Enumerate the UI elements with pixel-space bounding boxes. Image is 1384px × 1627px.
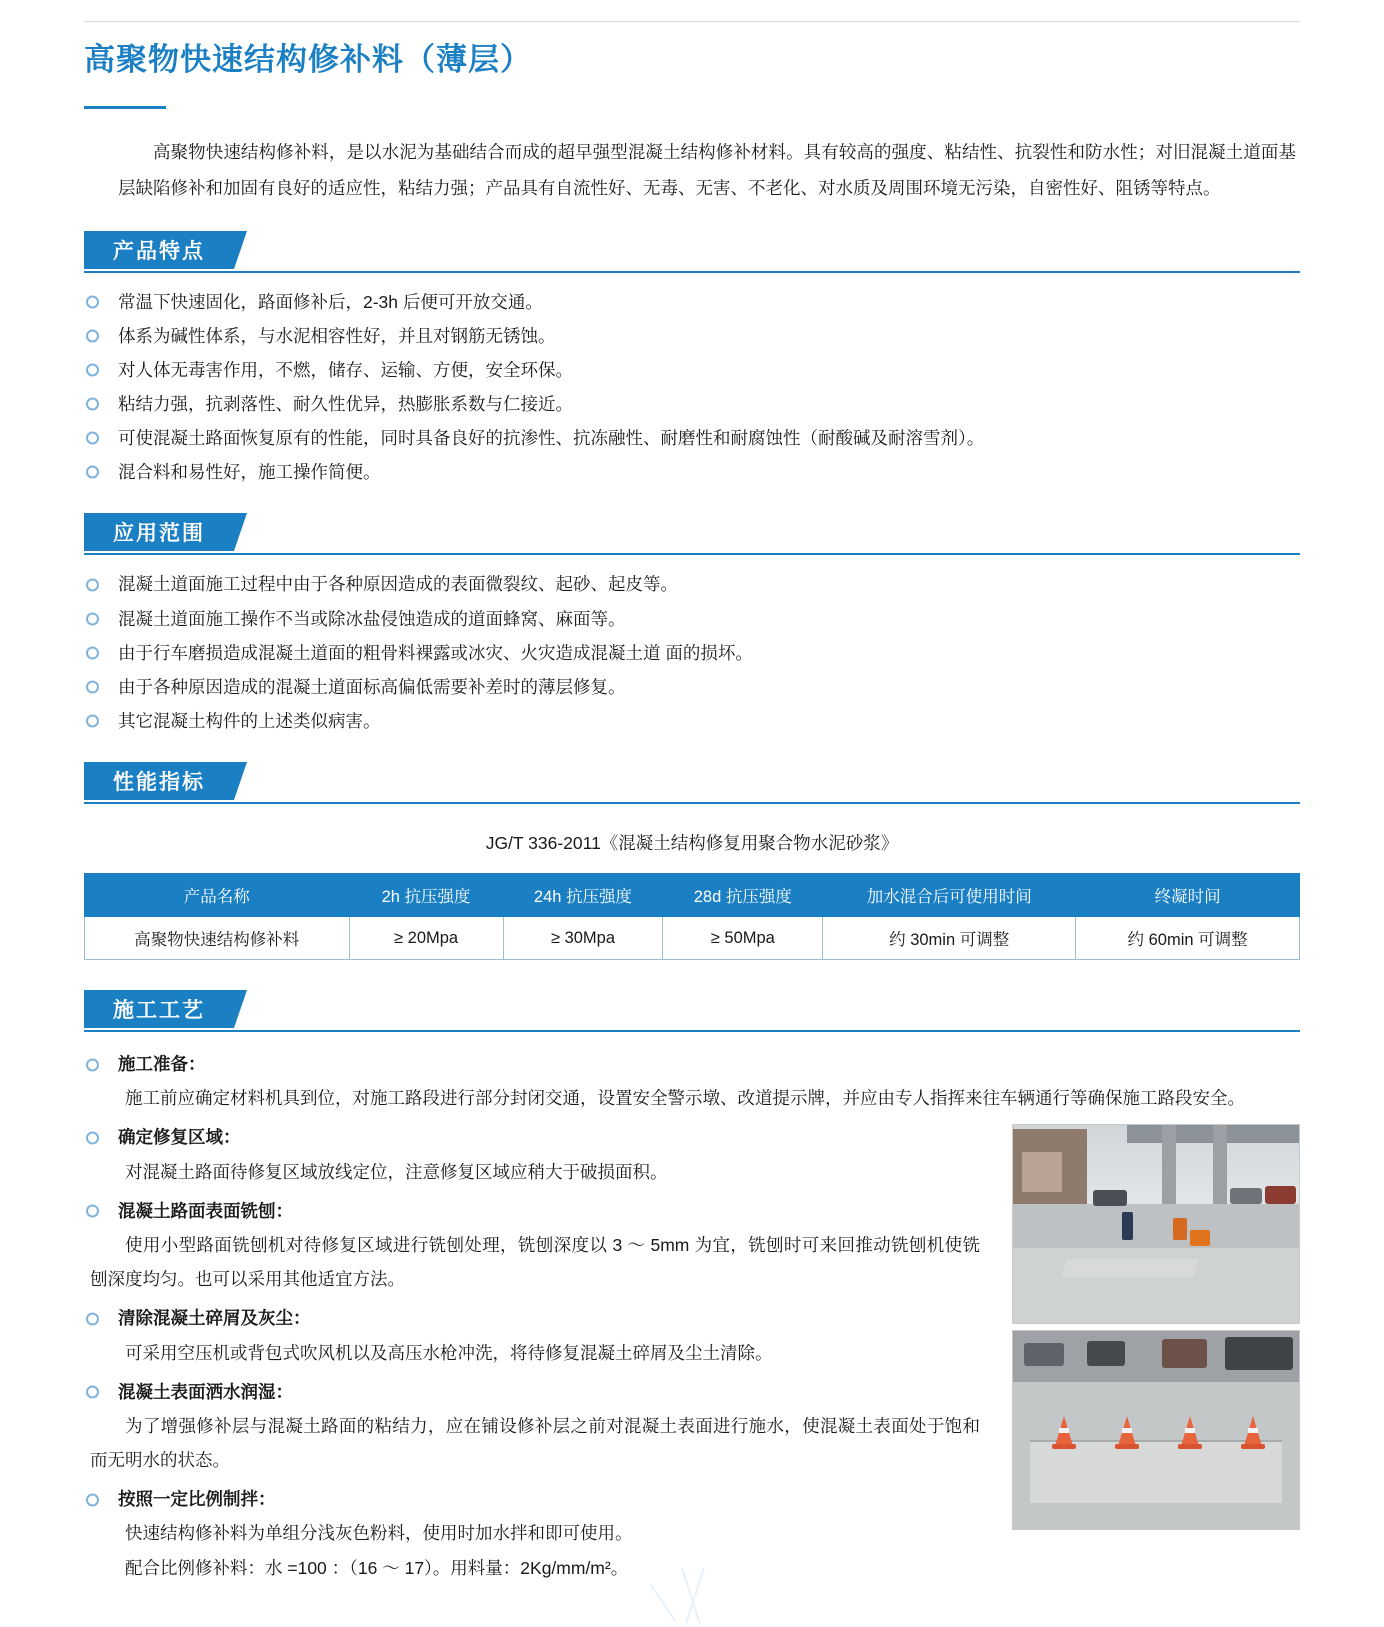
table-header-cell: 2h 抗压强度: [349, 874, 503, 917]
process-step-body: 可采用空压机或背包式吹风机以及高压水枪冲洗，将待修复混凝土碎屑及尘土清除。: [125, 1342, 773, 1363]
list-item: [84, 455, 1300, 489]
table-cell: 高聚物快速结构修补料: [85, 917, 350, 960]
title-underline: [84, 106, 166, 109]
bullet-circle-icon: [86, 612, 99, 625]
list-item-text: 其它混凝土构件的上述类似病害。: [118, 710, 381, 731]
process-step-body: 对混凝土路面待修复区域放线定位，注意修复区域应稍大于破损面积。: [125, 1161, 668, 1182]
table-header-cell: 加水混合后可使用时间: [823, 874, 1076, 917]
photo-column-1: [1162, 1125, 1176, 1216]
performance-table: [84, 873, 1300, 960]
application-list: [84, 567, 1300, 738]
intro-paragraph: 高聚物快速结构修补料，是以水泥为基础结合而成的超早强型混凝土结构修补材料。具有较高的强度、粘结性、抗裂性和防水性；对旧混凝土道面基层缺陷修补和加固有良好的适应性，粘结力强；产品具有自流性好、无毒、无害、不老化、对水质及周围环境无污染，自密性好、阻锈等特点。: [118, 141, 1296, 198]
list-item: [84, 387, 1300, 421]
list-item-text: 由于各种原因造成的混凝土道面标高偏低需要补差时的薄层修复。: [118, 676, 626, 697]
photo-repair-patch: [1062, 1259, 1199, 1277]
step-title-text: 清除混凝土碎屑及灰尘：: [118, 1308, 311, 1329]
standard-reference: JG/T 336-2011《混凝土结构修复用聚合物水泥砂浆》: [485, 833, 899, 854]
process-step-body: 使用小型路面铣刨机对待修复区域进行铣刨处理，铣刨深度以 3 ～ 5mm 为宜，铣刨时可来回推动铣刨机使铣刨深度均匀。也可以采用其他适宜方法。: [90, 1235, 980, 1290]
bullet-circle-icon: [86, 680, 99, 693]
step-title-text: 按照一定比例制拌：: [118, 1489, 276, 1510]
photo-car-1: [1024, 1343, 1064, 1367]
list-item-text: 由于行车磨损造成混凝土道面的粗骨料裸露或冰灾、火灾造成混凝土道 面的损坏。: [118, 642, 753, 663]
photo-repair-patch: [1030, 1440, 1282, 1503]
photo-worker-2: [1173, 1218, 1187, 1240]
bullet-circle-icon: [86, 432, 99, 445]
bullet-circle-icon: [86, 1493, 99, 1506]
features-list: [84, 285, 1300, 490]
list-item: [84, 567, 1300, 601]
bullet-circle-icon: [86, 1132, 99, 1145]
construction-photo-2: [1012, 1330, 1300, 1530]
list-item: [84, 602, 1300, 636]
table-row: [85, 917, 1300, 960]
list-item: [84, 319, 1300, 353]
header-divider: [84, 21, 1300, 22]
bullet-circle-icon: [86, 646, 99, 659]
list-item-text: 粘结力强，抗剥落性、耐久性优异，热膨胀系数与仁接近。: [118, 394, 573, 415]
step-title-text: 施工准备：: [118, 1054, 206, 1075]
table-header-cell: 24h 抗压强度: [503, 874, 663, 917]
photo-worker-3: [1190, 1230, 1210, 1246]
table-cell: ≥ 50Mpa: [663, 917, 823, 960]
table-header-cell: 产品名称: [85, 874, 350, 917]
section-rule-application: [84, 553, 1300, 555]
table-cell: 约 60min 可调整: [1076, 917, 1300, 960]
process-step-title: [84, 1048, 1300, 1081]
section-rule-features: [84, 271, 1300, 273]
step-title-text: 确定修复区域：: [118, 1127, 241, 1148]
process-step-body: 快速结构修补料为单组分浅灰色粉料，使用时加水拌和即可使用。: [125, 1523, 633, 1544]
photo-car-2: [1230, 1188, 1261, 1204]
photo-car-3: [1162, 1339, 1208, 1369]
list-item: [84, 421, 1300, 455]
list-item-text: 可使混凝土路面恢复原有的性能，同时具备良好的抗渗性、抗冻融性、耐磨性和耐腐蚀性（耐酸碱及耐溶雪剂）。: [118, 428, 985, 449]
bullet-circle-icon: [86, 329, 99, 342]
table-cell: ≥ 30Mpa: [503, 917, 663, 960]
section-title-performance: 性能指标: [84, 762, 234, 800]
bullet-circle-icon: [86, 1205, 99, 1218]
process-step-body: 为了增强修补层与混凝土路面的粘结力，应在铺设修补层之前对混凝土表面进行施水，使混凝土表面处于饱和而无明水的状态。: [90, 1415, 980, 1471]
list-item-text: 混合料和易性好，施工操作简便。: [118, 462, 381, 483]
bullet-circle-icon: [86, 578, 99, 591]
table-cell: 约 30min 可调整: [823, 917, 1076, 960]
photo-building-window: [1022, 1152, 1062, 1192]
table-header-cell: 终凝时间: [1076, 874, 1300, 917]
process-step-body: 施工前应确定材料机具到位，对施工路段进行部分封闭交通，设置安全警示墩、改道提示牌，并应由专人指挥来往车辆通行等确保施工路段安全。: [125, 1088, 1245, 1109]
bullet-circle-icon: [86, 1058, 99, 1071]
table-cell: ≥ 20Mpa: [349, 917, 503, 960]
bullet-circle-icon: [86, 398, 99, 411]
list-item: [84, 670, 1300, 704]
list-item-text: 对人体无毒害作用，不燃，储存、运输、方便，安全环保。: [118, 359, 573, 380]
list-item-text: 混凝土道面施工操作不当或除冰盐侵蚀造成的道面蜂窝、麻面等。: [118, 608, 626, 629]
photo-column-2: [1213, 1125, 1227, 1212]
list-item-text: 体系为碱性体系，与水泥相容性好，并且对钢筋无锈蚀。: [118, 325, 556, 346]
bullet-circle-icon: [86, 466, 99, 479]
section-header-performance: [84, 762, 1300, 804]
photo-worker-1: [1122, 1212, 1133, 1240]
section-rule-process: [84, 1030, 1300, 1032]
photo-car-3: [1265, 1186, 1296, 1204]
list-item: [84, 704, 1300, 738]
section-header-process: [84, 990, 1300, 1032]
step-title-text: 混凝土路面表面铣刨：: [118, 1200, 293, 1221]
section-title-features: 产品特点: [84, 231, 234, 269]
section-header-application: [84, 513, 1300, 555]
table-header-cell: 28d 抗压强度: [663, 874, 823, 917]
photo-car-2: [1087, 1341, 1124, 1367]
bullet-circle-icon: [86, 1312, 99, 1325]
construction-photo-1: [1012, 1124, 1300, 1324]
table-header-row: [85, 874, 1300, 917]
bullet-circle-icon: [86, 1386, 99, 1399]
document-page: [0, 21, 1384, 1621]
list-item: [84, 353, 1300, 387]
section-header-features: [84, 231, 1300, 273]
photo-car-1: [1093, 1190, 1127, 1206]
page-title: 高聚物快速结构修补料（薄层）: [84, 41, 532, 77]
photo-column: [1012, 1124, 1300, 1536]
section-title-process: 施工工艺: [84, 990, 234, 1028]
bullet-circle-icon: [86, 715, 99, 728]
list-item-text: 常温下快速固化，路面修补后，2-3h 后便可开放交通。: [118, 291, 543, 312]
section-rule-performance: [84, 802, 1300, 804]
bullet-circle-icon: [86, 364, 99, 377]
bullet-circle-icon: [86, 295, 99, 308]
photo-car-4: [1225, 1337, 1294, 1371]
section-title-application: 应用范围: [84, 513, 234, 551]
list-item: [84, 636, 1300, 670]
list-item-text: 混凝土道面施工过程中由于各种原因造成的表面微裂纹、起砂、起皮等。: [118, 574, 678, 595]
list-item: [84, 285, 1300, 319]
process-step-body-secondary: 配合比例修补料：水 =100 ：（16 ～ 17）。用料量：2Kg/mm/m²。: [125, 1557, 629, 1578]
step-title-text: 混凝土表面洒水润湿：: [118, 1381, 293, 1402]
